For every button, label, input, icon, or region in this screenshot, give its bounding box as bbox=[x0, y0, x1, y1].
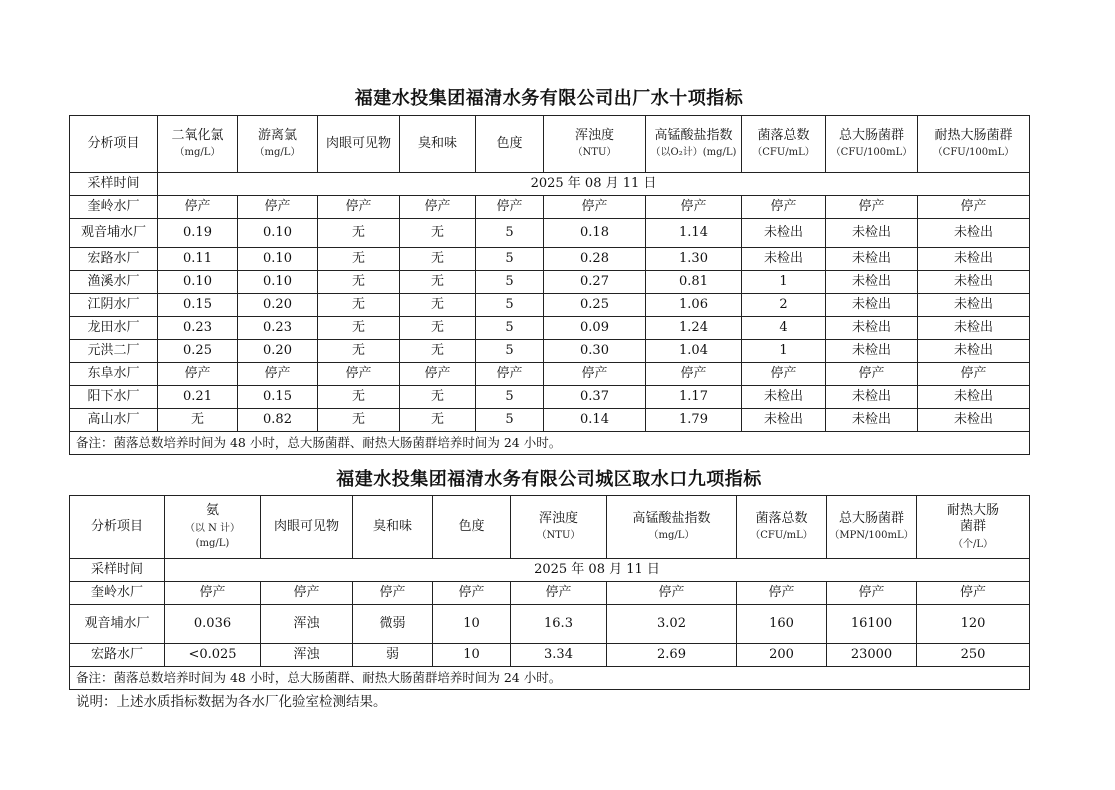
plant-name: 阳下水厂 bbox=[70, 386, 158, 409]
header-unit: （以O₂计）(mg/L) bbox=[650, 147, 737, 159]
header-label: 总大肠菌群 bbox=[838, 511, 904, 527]
header-cell bbox=[261, 496, 353, 559]
header-label: 臭和味 bbox=[372, 518, 412, 534]
table-cell: 0.10 bbox=[158, 271, 238, 294]
table-cell: 无 bbox=[318, 294, 400, 317]
table-cell: 0.23 bbox=[158, 317, 238, 340]
header-unit: （CFU/mL） bbox=[750, 530, 813, 542]
table-row bbox=[70, 409, 1030, 432]
table-cell: 5 bbox=[476, 386, 544, 409]
table-cell: 停产 bbox=[646, 363, 742, 386]
table-cell: 0.19 bbox=[158, 219, 238, 248]
table-cell: 浑浊 bbox=[261, 644, 353, 667]
table-cell: 未检出 bbox=[826, 386, 918, 409]
table-cell: 16100 bbox=[827, 605, 917, 644]
plant-name: 观音埔水厂 bbox=[70, 219, 158, 248]
table-cell: 停产 bbox=[737, 582, 827, 605]
table2-title: 福建水投集团福清水务有限公司城区取水口九项指标 bbox=[336, 469, 762, 490]
table-cell: 1.24 bbox=[646, 317, 742, 340]
table-cell: 停产 bbox=[544, 363, 646, 386]
table1-title: 福建水投集团福清水务有限公司出厂水十项指标 bbox=[354, 88, 744, 109]
table-cell: 1.17 bbox=[646, 386, 742, 409]
header-cell bbox=[918, 116, 1030, 173]
header-label: 总大肠菌群 bbox=[838, 128, 904, 144]
table-cell: 0.11 bbox=[158, 248, 238, 271]
table-cell: 16.3 bbox=[511, 605, 607, 644]
plant-name: 宏路水厂 bbox=[70, 248, 158, 271]
header-unit: （mg/L） bbox=[648, 530, 695, 542]
table-row bbox=[70, 363, 1030, 386]
table-cell: 0.10 bbox=[238, 248, 318, 271]
table-note: 备注：菌落总数培养时间为 48 小时，总大肠菌群、耐热大肠菌群培养时间为 24 小时。 bbox=[70, 432, 1030, 455]
table-cell: 未检出 bbox=[918, 294, 1030, 317]
table-cell: 未检出 bbox=[826, 317, 918, 340]
table-cell: 0.20 bbox=[238, 294, 318, 317]
table-cell: 停产 bbox=[476, 363, 544, 386]
table-cell: 0.37 bbox=[544, 386, 646, 409]
header-unit: (mg/L) bbox=[195, 538, 230, 550]
table-cell: 停产 bbox=[318, 196, 400, 219]
table-cell: 1.30 bbox=[646, 248, 742, 271]
header-cell bbox=[607, 496, 737, 559]
table-cell: 5 bbox=[476, 340, 544, 363]
table-cell: 未检出 bbox=[918, 248, 1030, 271]
table-cell: 0.14 bbox=[544, 409, 646, 432]
plant-name: 东阜水厂 bbox=[70, 363, 158, 386]
table-cell: 停产 bbox=[918, 196, 1030, 219]
table-cell: 无 bbox=[400, 317, 476, 340]
header-cell bbox=[353, 496, 433, 559]
table-cell: 0.25 bbox=[544, 294, 646, 317]
table-cell: 停产 bbox=[158, 196, 238, 219]
plant-name: 龙田水厂 bbox=[70, 317, 158, 340]
header-row bbox=[70, 496, 1030, 559]
table-cell: 停产 bbox=[607, 582, 737, 605]
header-unit: （CFU/100mL） bbox=[932, 147, 1015, 159]
header-cell bbox=[70, 496, 165, 559]
header-cell bbox=[400, 116, 476, 173]
header-cell bbox=[917, 496, 1030, 559]
table-cell: 未检出 bbox=[918, 340, 1030, 363]
header-cell bbox=[742, 116, 826, 173]
table-cell: 1 bbox=[742, 340, 826, 363]
header-cell bbox=[511, 496, 607, 559]
table-row bbox=[70, 196, 1030, 219]
table-cell: 未检出 bbox=[742, 409, 826, 432]
header-unit: （个/L） bbox=[952, 538, 993, 550]
table-cell: 停产 bbox=[261, 582, 353, 605]
footnote: 说明：上述水质指标数据为各水厂化验室检测结果。 bbox=[76, 694, 387, 710]
table-row bbox=[70, 582, 1030, 605]
header-unit: （CFU/mL） bbox=[752, 147, 815, 159]
header-unit: （CFU/100mL） bbox=[830, 147, 913, 159]
table-cell: 无 bbox=[400, 386, 476, 409]
table-cell: 5 bbox=[476, 271, 544, 294]
table-cell: 无 bbox=[400, 294, 476, 317]
header-cell bbox=[433, 496, 511, 559]
table-cell: 停产 bbox=[742, 363, 826, 386]
header-unit: （mg/L） bbox=[174, 147, 221, 159]
table-cell: 停产 bbox=[165, 582, 261, 605]
header-cell bbox=[826, 116, 918, 173]
header-label: 氨 bbox=[205, 503, 219, 519]
table-cell: 未检出 bbox=[742, 248, 826, 271]
header-unit: （NTU） bbox=[536, 530, 581, 542]
table-cell: 0.036 bbox=[165, 605, 261, 644]
table-cell: 0.10 bbox=[238, 271, 318, 294]
header-label: 高锰酸盐指数 bbox=[654, 128, 733, 144]
plant-name: 奎岭水厂 bbox=[70, 196, 158, 219]
sample-time-row bbox=[70, 173, 1030, 196]
header-unit: （mg/L） bbox=[254, 147, 301, 159]
table-cell: 未检出 bbox=[918, 409, 1030, 432]
header-row bbox=[70, 116, 1030, 173]
table-cell: 0.28 bbox=[544, 248, 646, 271]
header-label: 高锰酸盐指数 bbox=[632, 511, 711, 527]
header-label: 肉眼可见物 bbox=[325, 135, 391, 151]
table-row bbox=[70, 340, 1030, 363]
table-cell: 无 bbox=[318, 386, 400, 409]
sample-time-label: 采样时间 bbox=[70, 559, 165, 582]
table-cell: 未检出 bbox=[826, 409, 918, 432]
header-label: 游离氯 bbox=[257, 128, 297, 144]
table-cell: 停产 bbox=[353, 582, 433, 605]
header-label: 分析项目 bbox=[87, 135, 140, 151]
note-row bbox=[70, 432, 1030, 455]
header-label: 菌落总数 bbox=[755, 511, 808, 527]
table-cell: 停产 bbox=[826, 196, 918, 219]
table-cell: 120 bbox=[917, 605, 1030, 644]
header-cell bbox=[158, 116, 238, 173]
table-cell: 0.27 bbox=[544, 271, 646, 294]
table-row bbox=[70, 386, 1030, 409]
header-cell bbox=[827, 496, 917, 559]
sample-date: 2025 年 08 月 11 日 bbox=[158, 173, 1030, 196]
table-cell: 未检出 bbox=[826, 248, 918, 271]
table-cell: 停产 bbox=[918, 363, 1030, 386]
table-cell: 10 bbox=[433, 644, 511, 667]
table-cell: 3.34 bbox=[511, 644, 607, 667]
header-label: 耐热大肠菌群 bbox=[934, 128, 1013, 144]
table-row bbox=[70, 219, 1030, 248]
table-cell: 未检出 bbox=[826, 219, 918, 248]
table-cell: 未检出 bbox=[918, 271, 1030, 294]
table-cell: 200 bbox=[737, 644, 827, 667]
table-cell: 停产 bbox=[742, 196, 826, 219]
table-cell: 未检出 bbox=[918, 386, 1030, 409]
header-label: 分析项目 bbox=[90, 518, 143, 534]
header-cell bbox=[238, 116, 318, 173]
intake-water-table bbox=[69, 495, 1030, 690]
table-cell: 0.21 bbox=[158, 386, 238, 409]
table-cell: 无 bbox=[318, 340, 400, 363]
table-cell: 0.82 bbox=[238, 409, 318, 432]
header-unit: （NTU） bbox=[572, 147, 617, 159]
table-cell: 停产 bbox=[318, 363, 400, 386]
header-cell bbox=[737, 496, 827, 559]
table-cell: 停产 bbox=[511, 582, 607, 605]
table-cell: 停产 bbox=[826, 363, 918, 386]
table-cell: 无 bbox=[400, 248, 476, 271]
table-cell: 5 bbox=[476, 409, 544, 432]
table-cell: 无 bbox=[400, 271, 476, 294]
table-cell: 1.04 bbox=[646, 340, 742, 363]
table-cell: 无 bbox=[318, 317, 400, 340]
table-cell: 无 bbox=[400, 409, 476, 432]
plant-name: 宏路水厂 bbox=[70, 644, 165, 667]
header-label: 浑浊度 bbox=[574, 128, 614, 144]
header-cell bbox=[70, 116, 158, 173]
table-cell: 未检出 bbox=[742, 386, 826, 409]
table-note: 备注：菌落总数培养时间为 48 小时，总大肠菌群、耐热大肠菌群培养时间为 24 小时。 bbox=[70, 667, 1030, 690]
table-cell: 停产 bbox=[238, 196, 318, 219]
header-unit: （MPN/100mL） bbox=[829, 530, 914, 542]
header-cell bbox=[646, 116, 742, 173]
table-cell: 浑浊 bbox=[261, 605, 353, 644]
header-label: 二氧化氯 bbox=[171, 128, 224, 144]
table-cell: 160 bbox=[737, 605, 827, 644]
table-cell: 10 bbox=[433, 605, 511, 644]
table-cell: 1.79 bbox=[646, 409, 742, 432]
table-cell: 5 bbox=[476, 248, 544, 271]
sample-time-row bbox=[70, 559, 1030, 582]
header-label: 菌落总数 bbox=[757, 128, 810, 144]
table-row bbox=[70, 271, 1030, 294]
header-label: 肉眼可见物 bbox=[273, 518, 339, 534]
table-cell: 4 bbox=[742, 317, 826, 340]
table-cell: 2 bbox=[742, 294, 826, 317]
table-cell: 无 bbox=[318, 409, 400, 432]
table-cell: 3.02 bbox=[607, 605, 737, 644]
header-cell bbox=[165, 496, 261, 559]
table-cell: 250 bbox=[917, 644, 1030, 667]
plant-name: 江阴水厂 bbox=[70, 294, 158, 317]
table-cell: 0.18 bbox=[544, 219, 646, 248]
header-label: 色度 bbox=[458, 518, 485, 534]
table-cell: 未检出 bbox=[918, 317, 1030, 340]
table-cell: 0.30 bbox=[544, 340, 646, 363]
sample-time-label: 采样时间 bbox=[70, 173, 158, 196]
table-cell: 停产 bbox=[646, 196, 742, 219]
table-cell: 停产 bbox=[917, 582, 1030, 605]
header-label: 耐热大肠 bbox=[946, 503, 999, 518]
table-cell: 停产 bbox=[158, 363, 238, 386]
table-cell: 停产 bbox=[400, 196, 476, 219]
table-row bbox=[70, 317, 1030, 340]
table-cell: 5 bbox=[476, 219, 544, 248]
table-cell: 未检出 bbox=[826, 340, 918, 363]
header-label: 浑浊度 bbox=[538, 511, 578, 527]
sample-date: 2025 年 08 月 11 日 bbox=[165, 559, 1030, 582]
table-cell: 未检出 bbox=[826, 294, 918, 317]
factory-water-table bbox=[69, 115, 1030, 455]
table-cell: 未检出 bbox=[826, 271, 918, 294]
table-cell: 0.25 bbox=[158, 340, 238, 363]
note-row bbox=[70, 667, 1030, 690]
table-cell: 弱 bbox=[353, 644, 433, 667]
table-cell: 停产 bbox=[433, 582, 511, 605]
table-row bbox=[70, 605, 1030, 644]
table-cell: 5 bbox=[476, 294, 544, 317]
table-cell: 微弱 bbox=[353, 605, 433, 644]
header-unit: （以 N 计） bbox=[184, 522, 241, 534]
table-cell: 0.15 bbox=[158, 294, 238, 317]
header-label: 色度 bbox=[496, 135, 523, 151]
plant-name: 渔溪水厂 bbox=[70, 271, 158, 294]
table-cell: 0.15 bbox=[238, 386, 318, 409]
table-cell: 0.10 bbox=[238, 219, 318, 248]
header-cell bbox=[544, 116, 646, 173]
table-cell: 停产 bbox=[476, 196, 544, 219]
table-cell: 无 bbox=[318, 219, 400, 248]
table-cell: 无 bbox=[158, 409, 238, 432]
table-cell: <0.025 bbox=[165, 644, 261, 667]
header-cell bbox=[476, 116, 544, 173]
table-cell: 0.81 bbox=[646, 271, 742, 294]
table-cell: 5 bbox=[476, 317, 544, 340]
header-cell bbox=[318, 116, 400, 173]
table-cell: 1 bbox=[742, 271, 826, 294]
table-cell: 无 bbox=[318, 271, 400, 294]
table-cell: 停产 bbox=[827, 582, 917, 605]
table-cell: 未检出 bbox=[918, 219, 1030, 248]
table-cell: 停产 bbox=[544, 196, 646, 219]
table-row bbox=[70, 644, 1030, 667]
table-cell: 0.20 bbox=[238, 340, 318, 363]
table-cell: 未检出 bbox=[742, 219, 826, 248]
table-cell: 0.09 bbox=[544, 317, 646, 340]
table-cell: 停产 bbox=[238, 363, 318, 386]
table-cell: 无 bbox=[400, 219, 476, 248]
table-cell: 停产 bbox=[400, 363, 476, 386]
table-cell: 无 bbox=[400, 340, 476, 363]
table-cell: 1.06 bbox=[646, 294, 742, 317]
table-row bbox=[70, 248, 1030, 271]
plant-name: 奎岭水厂 bbox=[70, 582, 165, 605]
plant-name: 高山水厂 bbox=[70, 409, 158, 432]
plant-name: 元洪二厂 bbox=[70, 340, 158, 363]
table-cell: 0.23 bbox=[238, 317, 318, 340]
header-unit: 菌群 bbox=[959, 519, 986, 535]
plant-name: 观音埔水厂 bbox=[70, 605, 165, 644]
table-row bbox=[70, 294, 1030, 317]
table-cell: 2.69 bbox=[607, 644, 737, 667]
table-cell: 无 bbox=[318, 248, 400, 271]
header-label: 臭和味 bbox=[417, 135, 457, 151]
table-cell: 23000 bbox=[827, 644, 917, 667]
table-cell: 1.14 bbox=[646, 219, 742, 248]
